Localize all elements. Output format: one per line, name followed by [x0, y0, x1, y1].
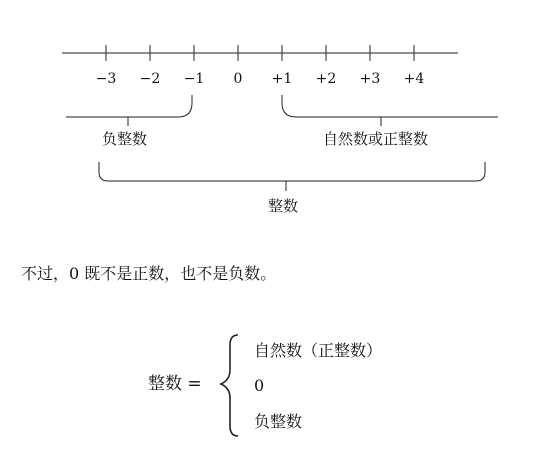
tick-label: −3 [95, 71, 117, 87]
positive-bracket [282, 95, 498, 117]
positive-integers-label: 自然数或正整数 [323, 130, 429, 148]
tick-label: +3 [359, 71, 381, 87]
integers-bracket [99, 162, 485, 181]
negative-bracket [66, 95, 192, 117]
classification-lhs: 整数 = [148, 374, 202, 394]
classification-brace [221, 335, 238, 436]
classification-item: 自然数（正整数） [254, 341, 383, 360]
classification-item: 负整数 [254, 412, 303, 431]
integers-label: 整数 [268, 197, 299, 215]
negative-integers-label: 负整数 [102, 130, 148, 148]
tick-label: 0 [233, 71, 243, 87]
tick-label: +4 [403, 71, 425, 87]
tick-label: −2 [139, 71, 161, 87]
tick-label: +2 [315, 71, 337, 87]
classification-item: 0 [254, 376, 265, 395]
tick-label: +1 [271, 71, 293, 87]
tick-label: −1 [183, 71, 205, 87]
statement-text: 不过，0 既不是正数，也不是负数。 [21, 264, 277, 283]
